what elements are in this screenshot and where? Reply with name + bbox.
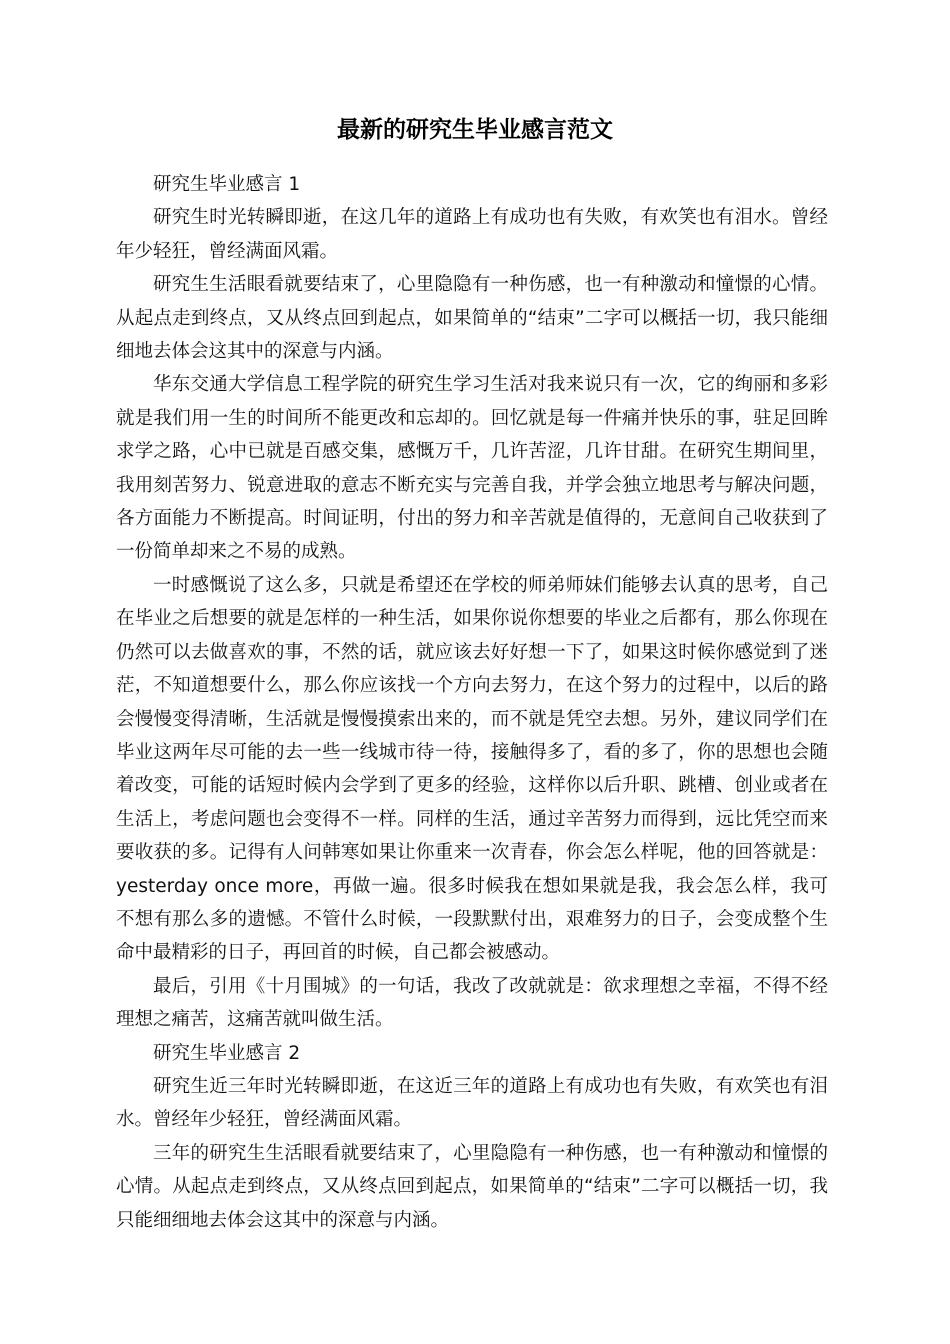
paragraph: 最后，引用《十月围城》的一句话，我改了改就就是：欲求理想之幸福，不得不经理想之痛苦，这痛苦就叫做生活。 <box>116 975 828 1031</box>
paragraph: 一时感慨说了这么多，只就是希望还在学校的师弟师妹们能够去认真的思考，自己在毕业之后想要的就是怎样的一种生活，如果你说你想要的毕业之后都有，那么你现在仍然可以去做喜欢的事，不然的话，就应该去好好想一下了，如果这时候你感觉到了迷茫，不知道想要什么，那么你应该找一个方向去努力，在这个努力的过程中，以后的路会慢慢变得清晰，生活就是慢慢摸索出来的，而不就是凭空去想。另外，建议同学们在毕业这两年尽可能的去一些一线城市待一待，接触得多了，看的多了，你的思想也会随着改变，可能的话短时候内会学到了更多的经验，这样你以后升职、跳槽、创业或者在生活上，考虑问题也会变得不一样。同样的生活，通过辛苦努力而得到，远比凭空而来要收获的多。记得有人问韩寒如果让你重来一次青春，你会怎么样呢，他的回答就是：yesterday once more，再做一遍。很多时候我在想如果就是我，我会怎么样，我可不想有那么多的遗憾。不管什么时候，一段默默付出，艰难努力的日子，会变成整个生命中最精彩的日子，再回首的时候，自己都会被感动。 <box>116 574 828 964</box>
paragraph: 研究生近三年时光转瞬即逝，在这近三年的道路上有成功也有失败，有欢笑也有泪水。曾经年少轻狂，曾经满面风霜。 <box>116 1075 828 1131</box>
paragraph: 研究生生活眼看就要结束了，心里隐隐有一种伤感，也一有种激动和憧憬的心情。从起点走到终点，又从终点回到起点，如果简单的“结束”二字可以概括一切，我只能细细地去体会这其中的深意与内涵。 <box>116 274 828 363</box>
paragraph: 三年的研究生生活眼看就要结束了，心里隐隐有一种伤感，也一有种激动和憧憬的心情。从起点走到终点，又从终点回到起点，如果简单的“结束”二字可以概括一切，我只能细细地去体会这其中的深意与内涵。 <box>116 1142 828 1231</box>
paragraph: 华东交通大学信息工程学院的研究生学习生活对我来说只有一次，它的绚丽和多彩就是我们用一生的时间所不能更改和忘却的。回忆就是每一件痛并快乐的事，驻足回眸求学之路，心中已就是百感交集，感慨万千，几许苦涩，几许甘甜。在研究生期间里，我用刻苦努力、锐意进取的意志不断充实与完善自我，并学会独立地思考与解决问题，各方面能力不断提高。时间证明，付出的努力和辛苦就是值得的，无意间自己收获到了一份简单却来之不易的成熟。 <box>116 374 828 563</box>
paragraph: 研究生时光转瞬即逝，在这几年的道路上有成功也有失败，有欢笑也有泪水。曾经年少轻狂，曾经满面风霜。 <box>116 207 828 262</box>
document-body <box>116 168 828 1237</box>
section-heading: 研究生毕业感言 1 <box>153 174 301 195</box>
document-title: 最新的研究生毕业感言范文 <box>337 117 613 143</box>
section-heading: 研究生毕业感言 2 <box>153 1042 301 1064</box>
